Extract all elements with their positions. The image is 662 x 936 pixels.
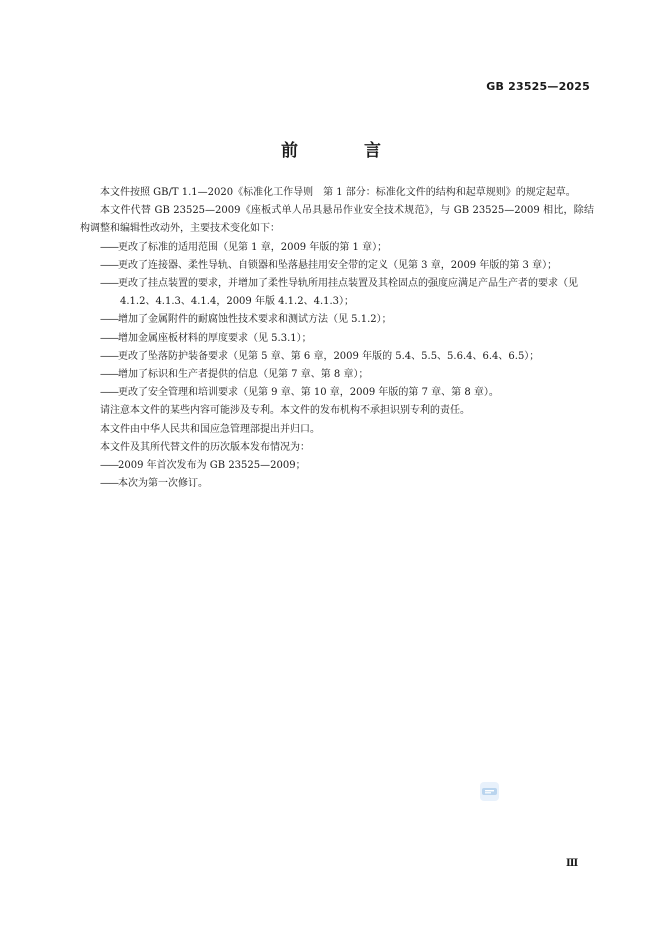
paragraph-history-intro: 本文件及其所代替文件的历次版本发布情况为： [100,441,310,453]
paragraph-drafting-rules: 本文件按照 GB/T 1.1—2020《标准化工作导则 第 1 部分：标准化文件的结构和起草规则》的规定起草。 [100,187,576,198]
history-item: ——2009 年首次发布为 GB 23525—2009； [100,460,306,472]
change-item: ——增加金属座板材料的厚度要求（见 5.3.1）； [100,332,312,344]
paragraph-proposer: 本文件由中华人民共和国应急管理部提出并归口。 [100,423,320,435]
change-item: ——更改了标准的适用范围（见第 1 章，2009 年版的第 1 章）； [100,241,388,253]
change-item: ——更改了安全管理和培训要求（见第 9 章、第 10 章，2009 年版的第 7 章、第 8 章）。 [100,387,499,399]
paragraph-replacement: 本文件代替 GB 23525—2009《座板式单人吊具悬吊作业安全技术规范》，与 GB 23525—2009 相比，除结构调整和编辑性改动外，主要技术变化如下： [80,205,594,235]
change-item: ——增加了标识和生产者提供的信息（见第 7 章、第 8 章）； [100,369,369,381]
document-body [80,184,594,493]
change-item: ——更改了挂点装置的要求，并增加了柔性导轨所用挂点装置及其栓固点的强度应满足产品生产者的要求（见 4.1.2、4.1.3、4.1.4，2009 年版 4.1.2、4.1.3）； [100,278,578,308]
history-item: ——本次为第一次修订。 [100,478,208,490]
watermark-logo-icon [480,782,499,801]
change-item: ——增加了金属附件的耐腐蚀性技术要求和测试方法（见 5.1.2）； [100,314,392,326]
paragraph-patent-notice: 请注意本文件的某些内容可能涉及专利。本文件的发布机构不承担识别专利的责任。 [100,405,470,417]
change-item: ——更改了连接器、柔性导轨、自锁器和坠落悬挂用安全带的定义（见第 3 章，2009 年版的第 3 章）； [100,259,558,271]
page-title: 前 言 [281,141,411,161]
change-item: ——更改了坠落防护装备要求（见第 5 章、第 6 章，2009 年版的 5.4、5.5、5.6.4、6.4、6.5）； [100,350,540,362]
page-number: Ⅲ [566,858,579,869]
standard-code: GB 23525—2025 [486,80,590,93]
